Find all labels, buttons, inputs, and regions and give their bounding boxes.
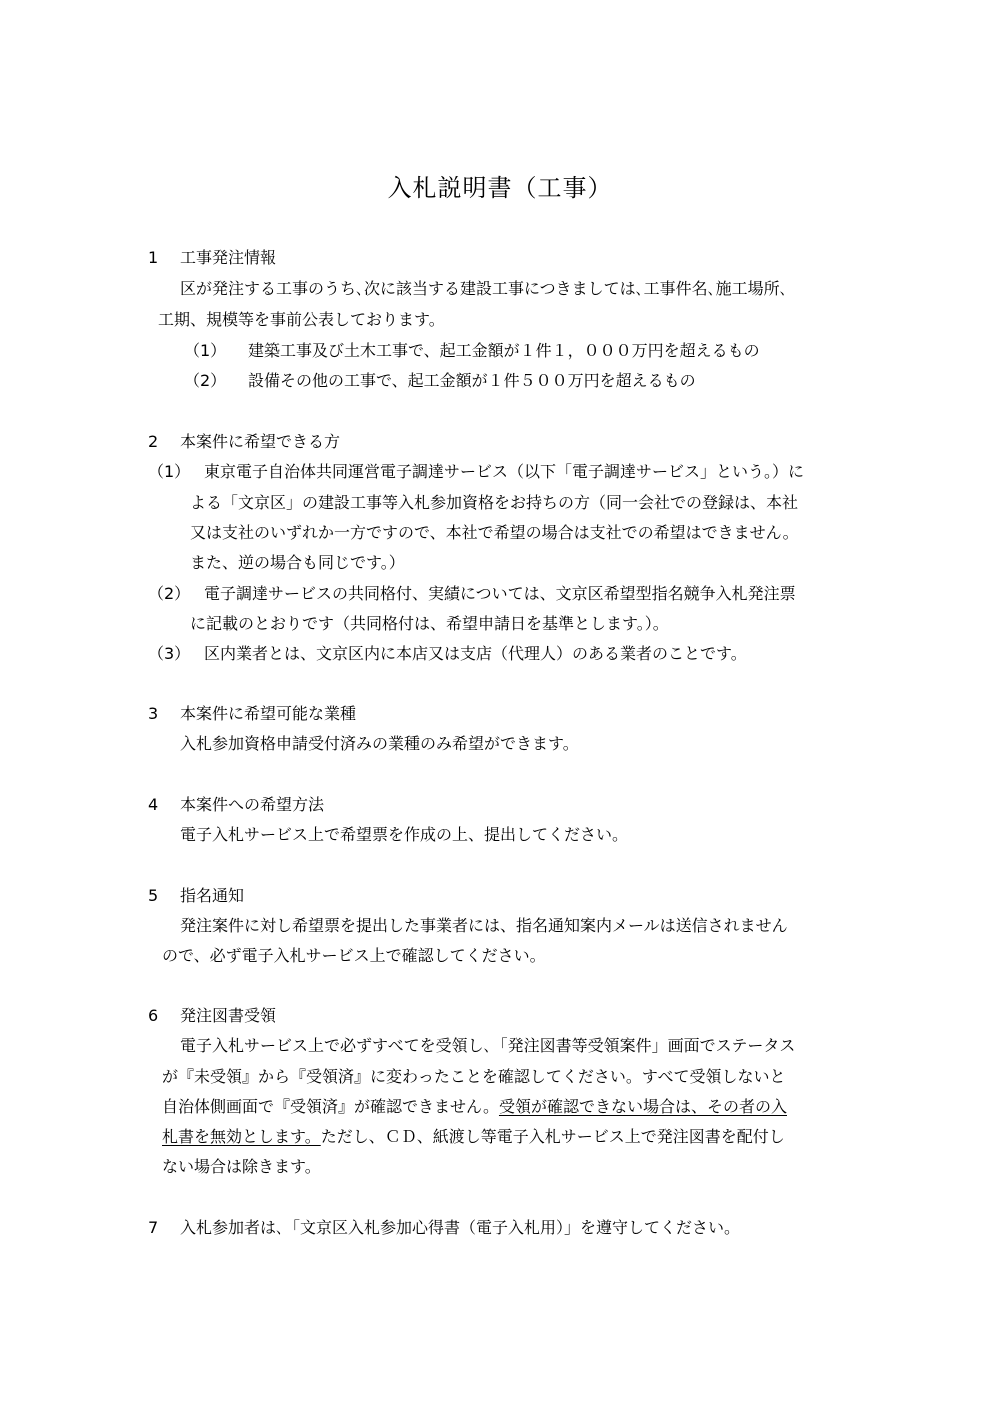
section-6-body-line-4: 札書を無効とします。ただし、ＣＤ、紙渡し等電子入札サービス上で発注図書を配付し	[162, 1127, 785, 1146]
section-2-item-1-line-2: よる「文京区」の建設工事等入札参加資格をお持ちの方（同一会社での登録は、本社	[190, 493, 799, 512]
invalid-bid-warning-part-2: 札書を無効とします。	[162, 1127, 321, 1146]
section-1-item-2: （2） 設備その他の工事で、起工金額が１件５００万円を超えるもの	[184, 371, 696, 390]
section-2-heading: 2 本案件に希望できる方	[148, 432, 341, 451]
section-2-item-1-line-4: また、逆の場合も同じです。）	[190, 553, 405, 572]
section-3-body-line-1: 入札参加資格申請受付済みの業種のみ希望ができます。	[180, 734, 579, 753]
section-4-heading: 4 本案件への希望方法	[148, 795, 325, 814]
invalid-bid-warning-part-1: 受領が確認できない場合は、その者の入	[498, 1097, 787, 1116]
document-title: 入札説明書（工事）	[387, 174, 613, 202]
section-3-heading: 3 本案件に希望可能な業種	[148, 704, 357, 723]
section-6-heading: 6 発注図書受領	[148, 1006, 277, 1025]
section-1-item-1: （1） 建築工事及び土木工事で、起工金額が１件１，０００万円を超えるもの	[184, 341, 760, 360]
section-1-body-line-1: 区が発注する工事のうち､次に該当する建設工事につきましては､工事件名､施工場所､	[180, 279, 788, 298]
section-5-heading: 5 指名通知	[148, 886, 245, 905]
section-6-body-line-2: が『未受領』から『受領済』に変わったことを確認してください。すべて受領しないと	[162, 1067, 786, 1086]
section-2-item-2-line-2: に記載のとおりです（共同格付は、希望申請日を基準とします。）。	[190, 614, 669, 633]
section-6-body-line-5: ない場合は除きます。	[162, 1157, 321, 1176]
section-2-item-2-line-1: （2） 電子調達サービスの共同格付、実績については、文京区希望型指名競争入札発注票	[148, 584, 796, 603]
section-5-body-line-1: 発注案件に対し希望票を提出した事業者には、指名通知案内メールは送信されません	[180, 916, 788, 935]
section-1-heading: 1 工事発注情報	[148, 248, 277, 267]
section-2-item-3-line-1: （3） 区内業者とは、文京区内に本店又は支店（代理人）のある業者のことです。	[148, 644, 747, 663]
section-6-body-line-1: 電子入札サービス上で必ずすべてを受領し､「発注図書等受領案件」画面でステータス	[180, 1036, 796, 1055]
section-2-item-1-line-1: （1） 東京電子自治体共同運営電子調達サービス（以下「電子調達サービス」という。）に	[148, 462, 805, 481]
section-7-heading: 7 入札参加者は､「文京区入札参加心得書（電子入札用）」を遵守してください。	[148, 1218, 741, 1237]
section-2-item-1-line-3: 又は支社のいずれか一方ですので、本社で希望の場合は支社での希望はできません。	[190, 523, 799, 542]
section-4-body-line-1: 電子入札サービス上で希望票を作成の上、提出してください。	[180, 825, 629, 844]
section-5-body-line-2: ので、必ず電子入札サービス上で確認してください。	[162, 946, 546, 965]
section-1-body-line-2: 工期、規模等を事前公表しております。	[158, 310, 445, 329]
section-6-body-line-3: 自治体側画面で『受領済』が確認できません。受領が確認できない場合は、その者の入	[162, 1097, 787, 1116]
